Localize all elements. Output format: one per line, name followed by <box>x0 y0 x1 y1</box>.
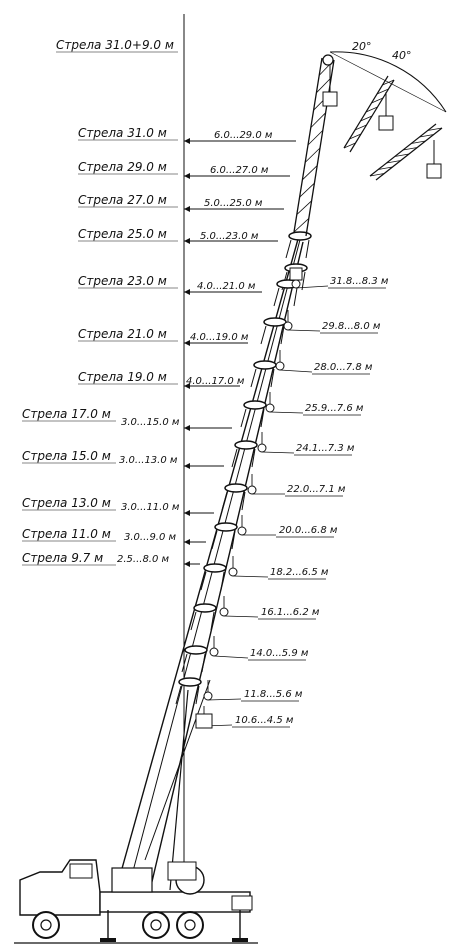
reach-label-27: 5.0...25.0 м <box>204 198 263 209</box>
operator-cabin <box>112 868 152 892</box>
dimension-arrow <box>184 510 190 516</box>
boom-label-29: Стрела 29.0 м <box>78 160 167 174</box>
jib-tip-sheave <box>323 55 333 65</box>
boom-label-31: Стрела 31.0 м <box>78 126 167 140</box>
reach-label-15: 3.0...13.0 м <box>119 455 178 466</box>
dimension-arrow <box>184 173 190 179</box>
boom-section-rib <box>306 240 309 258</box>
outrigger-pad <box>100 938 116 942</box>
load-box <box>290 268 302 280</box>
hook-label-19: 20.0...6.8 м <box>279 525 338 536</box>
boom-section-joint <box>244 401 266 409</box>
reach-label-31: 6.0...29.0 м <box>214 130 273 141</box>
outrigger-pad <box>232 938 248 942</box>
boom-section-rib <box>202 654 205 672</box>
boom-label-25: Стрела 25.0 м <box>78 227 167 241</box>
dimension-arrow <box>184 561 190 567</box>
boom-label-11: Стрела 11.0 м <box>22 527 111 541</box>
reach-label-9-7: 2.5...8.0 м <box>117 554 170 565</box>
hook-block <box>238 527 246 535</box>
reach-label-21: 4.0...19.0 м <box>190 332 249 343</box>
boom-section-rib <box>261 326 266 344</box>
boom-section-rib <box>222 492 227 510</box>
dimension-arrow <box>184 206 190 212</box>
dimension-arrow <box>184 539 190 545</box>
hook-label-9-7: 10.6...4.5 м <box>235 715 294 726</box>
boom-section-joint <box>185 646 207 654</box>
boom-section-rib <box>241 409 246 427</box>
boom-label-27: Стрела 27.0 м <box>78 193 167 207</box>
crane-truck <box>14 860 258 943</box>
hook-block <box>266 404 274 412</box>
load-box <box>379 116 393 130</box>
hook-leader <box>214 656 248 658</box>
hook-block <box>276 362 284 370</box>
boom-section-rib <box>176 686 181 704</box>
boom-section-rib <box>274 288 279 306</box>
load-box <box>323 92 337 106</box>
reach-label-29: 6.0...27.0 м <box>210 165 269 176</box>
hook-label-15: 16.1...6.2 м <box>261 607 320 618</box>
hook-block <box>292 280 300 288</box>
cab-window <box>70 864 92 878</box>
boom-section-rib <box>251 369 256 387</box>
boom-section-rib <box>286 240 291 258</box>
hook-leader <box>233 576 268 577</box>
jib-angle-chord <box>330 52 446 112</box>
boom-label-31-9: Стрела 31.0+9.0 м <box>56 38 174 52</box>
boom-section-joint <box>194 604 216 612</box>
boom-section-joint <box>225 484 247 492</box>
hook-block <box>258 444 266 452</box>
boom-section-rib <box>212 531 217 549</box>
jib-angle-20: 20° <box>352 40 372 53</box>
truck-chassis <box>100 892 250 912</box>
reach-label-19: 4.0...17.0 м <box>186 376 245 387</box>
reach-label-23: 4.0...21.0 м <box>197 281 256 292</box>
boom-section-joint <box>254 361 276 369</box>
hook-label-29: 29.8...8.0 м <box>322 321 381 332</box>
outrigger-box <box>232 896 252 910</box>
dimension-arrow <box>184 425 190 431</box>
boom-label-13: Стрела 13.0 м <box>22 496 111 510</box>
load-box <box>196 714 212 728</box>
boom-support-line <box>145 680 210 860</box>
hook-leader <box>288 330 320 331</box>
hook-leader <box>224 616 258 617</box>
dimension-arrow <box>184 138 190 144</box>
hook-leader <box>296 286 328 288</box>
reach-label-25: 5.0...23.0 м <box>200 231 259 242</box>
hook-block <box>284 322 292 330</box>
boom-section-joint <box>289 232 311 240</box>
hook-block <box>210 648 218 656</box>
telescopic-boom <box>116 55 337 890</box>
hook-leader <box>262 452 294 453</box>
hook-label-27: 28.0...7.8 м <box>314 362 373 373</box>
boom-label-23: Стрела 23.0 м <box>78 274 167 288</box>
dimension-arrow <box>184 238 190 244</box>
wheel-hub <box>185 920 195 930</box>
hook-label-11: 11.8...5.6 м <box>244 689 303 700</box>
reach-label-11: 3.0...9.0 м <box>124 532 177 543</box>
hook-label-31: 31.8...8.3 м <box>330 276 389 287</box>
boom-label-17: Стрела 17.0 м <box>22 407 111 421</box>
hook-block <box>220 608 228 616</box>
boom-section-joint <box>215 523 237 531</box>
hook-leader <box>280 370 312 372</box>
hook-label-25: 25.9...7.6 м <box>305 403 364 414</box>
boom-label-21: Стрела 21.0 м <box>78 327 167 341</box>
dimension-arrow <box>184 289 190 295</box>
hook-leader <box>270 412 303 413</box>
hook-block <box>229 568 237 576</box>
wheel-hub <box>151 920 161 930</box>
boom-label-15: Стрела 15.0 м <box>22 449 111 463</box>
hook-label-23: 24.1...7.3 м <box>296 443 355 454</box>
jib-extension <box>330 52 446 180</box>
hook-label-17: 18.2...6.5 м <box>270 567 329 578</box>
jib-angle-40: 40° <box>392 49 412 62</box>
load-box <box>427 164 441 178</box>
dimension-arrow <box>184 463 190 469</box>
boom-section-joint <box>179 678 201 686</box>
boom-label-19: Стрела 19.0 м <box>78 370 167 384</box>
reach-label-17: 3.0...15.0 м <box>121 417 180 428</box>
reach-label-13: 3.0...11.0 м <box>121 502 180 513</box>
boom-section-rib <box>294 288 297 306</box>
hook-label-13: 14.0...5.9 м <box>250 648 309 659</box>
counterweight <box>168 862 196 880</box>
hook-leader <box>208 699 241 700</box>
wheel-hub <box>41 920 51 930</box>
boom-label-9-7: Стрела 9.7 м <box>22 551 104 565</box>
boom-section-joint <box>264 318 286 326</box>
hook-block <box>248 486 256 494</box>
hook-label-21: 22.0...7.1 м <box>287 484 346 495</box>
boom-section-joint <box>235 441 257 449</box>
boom-section-joint <box>204 564 226 572</box>
hook-block <box>204 692 212 700</box>
